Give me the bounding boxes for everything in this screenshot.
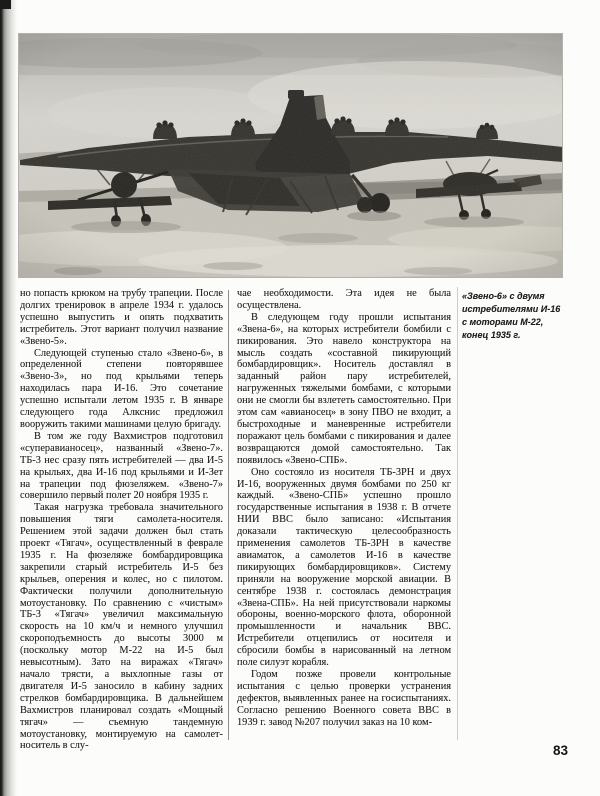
caption-line: с моторами М-22, (462, 317, 544, 328)
zveno-6-photo-art (18, 33, 563, 278)
paragraph: Оно состояло из носителя ТБ-3РН и двух И-16, вооруженных двумя бомбами по 250 кг каждый. «Звено-СПБ» успешно прошло государственные испытания в 1938 г. В отчете НИИ ВВС было записано: «Испытания доказали тактическую целесообразность применения самолетов ТБ-3РН в качестве авиаматок, а самолетов И-16 в качестве пикирующих бомбардировщиков». Систему приняли на вооружение морской авиации. В сентябре 1938 г. состоялась демонстрация «Звена-СПБ». На ней присутствовали наркомы обороны, военно-морского флота, оборонной промышленности и начальник ВВС. Истребители отцепились от носителя и сбросили бомбы в нарисованный на летном поле силуэт корабля. (237, 466, 451, 669)
caption-line: «Звено-6» с двумя (462, 291, 545, 301)
paragraph: но попасть крюком на трубу трапеции. После долгих тренировок в апреле 1934 г. удалось успешно выпустить и опять подхватить истребитель. Этот вариант получил название «Звено-5». (20, 288, 223, 347)
paragraph: Следующей ступенью стало «Звено-6», в определенной степени повторявшее «Звено-3», но под крыльями теперь находилась пара И-16. Это сочетание успешно испытали летом 1935 г. В январе следующего года Алкснис предложил вооружить такими машинами целую бригаду. (20, 347, 223, 430)
text-column-right (237, 288, 451, 729)
text-column-left (20, 288, 223, 752)
page-number: 83 (552, 743, 568, 758)
zveno-6-photo (18, 33, 563, 278)
caption-line: истребителями И-16 (462, 304, 561, 315)
book-spine-edge (0, 0, 17, 796)
caption-line: конец 1935 г. (462, 330, 521, 341)
paragraph: В следующем году прошли испытания «Звена-6», на которых истребители бомбили с пикирования. Это навело конструктора на мысль создать «составной пикирующий бомбардировщик». Носитель доставлял в заданный район пару истребителей, нагруженных тяжелыми бомбами, с которыми они не смогли бы взлететь самостоятельно. При этом сам «авианосец» в зону ПВО не входит, а быстроходные и маневренные истребители поражают цель бомбами с пикирования и далее возвращаются домой самостоятельно. Так появилось «Звено-СПБ». (237, 311, 451, 466)
paragraph: В том же году Вахмистров подготовил «суперавианосец», названный «Звено-7». ТБ-3 нес сразу пять истребителей — два И-5 на крыльях, два И-16 под крыльями и И-Зет на трапеции под фюзеляжем. «Звено-7» совершило первый полет 20 ноября 1935 г. (20, 430, 223, 502)
scan-corner-mark (0, 0, 11, 9)
column-divider-rule (228, 290, 229, 740)
margin-divider-rule (457, 287, 458, 740)
paragraph: Годом позже провели контрольные испытания с целью проверки устранения дефектов, выявленных ранее на госиспытаниях. Согласно решению Военного совета ВВС в 1939 г. завод №207 получил заказ на 10 ком- (237, 669, 451, 728)
paragraph: чае необходимости. Эта идея не была осуществлена. (237, 288, 451, 311)
photo-caption (462, 290, 572, 342)
paragraph: Такая нагрузка требовала значительного повышения тяги самолета-носителя. Решением этой задачи должен был стать проект «Тягач», осуществленный в феврале 1935 г. На фюзеляже бомбардировщика закрепили старый истребитель И-5 без крыльев, оперения и колес, но с пилотом. Фактически получили дополнительную мотоустановку. По сравнению с «чистым» ТБ-3 «Тягач» увеличил максимальную скорость на 10 км/ч и немного улучшил скороподъемность до высоты 3000 м (поскольку мотор М-22 на И-5 был невысотным). Зато на виражах «Тягач» начало трясти, а выхлопные газы от двигателя И-5 заносило в кабину задних стрелков бомбардировщика. В дальнейшем Вахмистров планировал создать «Мощный тягач» — съемную тандемную мотоустановку, монтируемую на самолет-носитель в слу- (20, 502, 223, 752)
